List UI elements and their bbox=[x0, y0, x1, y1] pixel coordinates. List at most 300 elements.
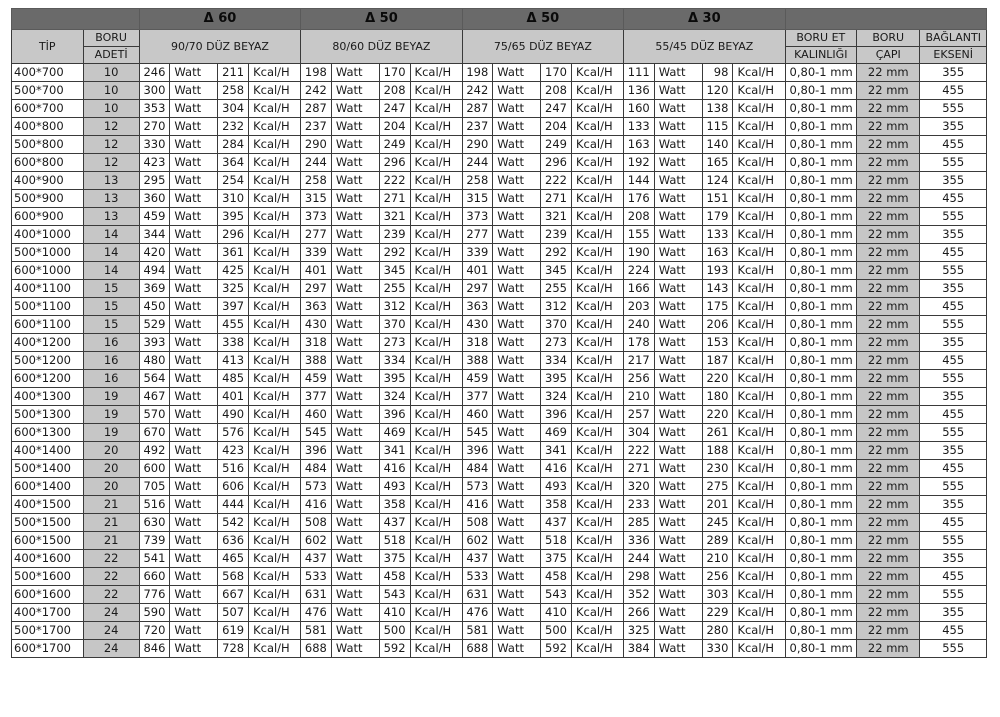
table-cell-boru-et: 0,80-1 mm bbox=[785, 262, 857, 280]
table-cell-kcal: 667 bbox=[218, 586, 249, 604]
table-cell-watt: 459 bbox=[301, 370, 332, 388]
table-cell-watt-unit: Watt bbox=[654, 550, 702, 568]
table-cell-kcal-unit: Kcal/H bbox=[733, 370, 785, 388]
table-cell-watt: 573 bbox=[301, 478, 332, 496]
table-cell-watt: 384 bbox=[624, 640, 655, 658]
table-cell-watt: 325 bbox=[624, 622, 655, 640]
table-cell-kcal-unit: Kcal/H bbox=[249, 478, 301, 496]
table-cell-watt: 304 bbox=[624, 424, 655, 442]
table-row bbox=[12, 478, 987, 496]
table-cell-baglanti: 355 bbox=[920, 118, 987, 136]
table-cell-watt-unit: Watt bbox=[654, 280, 702, 298]
table-cell-boru-adeti: 16 bbox=[83, 352, 139, 370]
table-cell-watt: 416 bbox=[462, 496, 493, 514]
table-cell-kcal: 500 bbox=[541, 622, 572, 640]
table-cell-watt: 190 bbox=[624, 244, 655, 262]
table-cell-watt-unit: Watt bbox=[331, 550, 379, 568]
table-cell-kcal: 229 bbox=[702, 604, 733, 622]
table-cell-watt: 111 bbox=[624, 64, 655, 82]
table-cell-kcal: 211 bbox=[218, 64, 249, 82]
table-cell-watt-unit: Watt bbox=[170, 208, 218, 226]
table-cell-watt: 244 bbox=[462, 154, 493, 172]
table-cell-watt: 396 bbox=[301, 442, 332, 460]
table-cell-boru-et: 0,80-1 mm bbox=[785, 388, 857, 406]
table-cell-watt-unit: Watt bbox=[654, 532, 702, 550]
table-cell-watt: 298 bbox=[624, 568, 655, 586]
table-cell-kcal: 395 bbox=[379, 370, 410, 388]
table-cell-boru-adeti: 20 bbox=[83, 460, 139, 478]
table-cell-kcal-unit: Kcal/H bbox=[733, 532, 785, 550]
table-cell-watt: 420 bbox=[139, 244, 170, 262]
table-cell-tip: 500*1000 bbox=[12, 244, 84, 262]
table-cell-kcal-unit: Kcal/H bbox=[571, 136, 623, 154]
table-cell-boru-adeti: 13 bbox=[83, 172, 139, 190]
table-cell-watt: 344 bbox=[139, 226, 170, 244]
table-cell-watt: 318 bbox=[462, 334, 493, 352]
table-cell-boru-et: 0,80-1 mm bbox=[785, 316, 857, 334]
table-cell-tip: 600*1400 bbox=[12, 478, 84, 496]
table-row bbox=[12, 622, 987, 640]
table-cell-kcal: 518 bbox=[379, 532, 410, 550]
table-cell-boru-et: 0,80-1 mm bbox=[785, 460, 857, 478]
table-cell-kcal: 345 bbox=[379, 262, 410, 280]
table-cell-kcal-unit: Kcal/H bbox=[571, 334, 623, 352]
table-cell-watt: 373 bbox=[301, 208, 332, 226]
table-cell-watt: 318 bbox=[301, 334, 332, 352]
table-cell-kcal-unit: Kcal/H bbox=[571, 100, 623, 118]
table-cell-watt: 176 bbox=[624, 190, 655, 208]
table-cell-kcal: 256 bbox=[702, 568, 733, 586]
table-cell-watt: 210 bbox=[624, 388, 655, 406]
table-cell-watt-unit: Watt bbox=[170, 460, 218, 478]
table-cell-watt: 494 bbox=[139, 262, 170, 280]
table-cell-boru-adeti: 21 bbox=[83, 532, 139, 550]
table-cell-watt-unit: Watt bbox=[170, 298, 218, 316]
table-cell-watt-unit: Watt bbox=[170, 388, 218, 406]
table-cell-kcal-unit: Kcal/H bbox=[571, 460, 623, 478]
table-cell-kcal: 165 bbox=[702, 154, 733, 172]
table-cell-kcal: 201 bbox=[702, 496, 733, 514]
table-cell-kcal: 284 bbox=[218, 136, 249, 154]
boru-cap-header-bottom: ÇAPI bbox=[857, 47, 920, 64]
table-cell-kcal-unit: Kcal/H bbox=[410, 154, 462, 172]
table-cell-boru-cap: 22 mm bbox=[857, 298, 920, 316]
table-cell-kcal-unit: Kcal/H bbox=[733, 586, 785, 604]
table-cell-watt: 484 bbox=[462, 460, 493, 478]
table-cell-watt-unit: Watt bbox=[493, 154, 541, 172]
table-cell-kcal: 485 bbox=[218, 370, 249, 388]
table-cell-watt-unit: Watt bbox=[331, 370, 379, 388]
table-cell-baglanti: 555 bbox=[920, 370, 987, 388]
table-cell-kcal: 255 bbox=[379, 280, 410, 298]
table-cell-watt-unit: Watt bbox=[331, 514, 379, 532]
table-cell-kcal: 324 bbox=[379, 388, 410, 406]
table-cell-watt-unit: Watt bbox=[331, 136, 379, 154]
table-cell-tip: 600*1000 bbox=[12, 262, 84, 280]
table-cell-boru-adeti: 12 bbox=[83, 118, 139, 136]
table-cell-watt-unit: Watt bbox=[170, 406, 218, 424]
table-cell-baglanti: 455 bbox=[920, 82, 987, 100]
table-cell-kcal: 364 bbox=[218, 154, 249, 172]
table-cell-boru-cap: 22 mm bbox=[857, 550, 920, 568]
table-cell-boru-et: 0,80-1 mm bbox=[785, 442, 857, 460]
table-cell-boru-adeti: 13 bbox=[83, 208, 139, 226]
table-cell-boru-cap: 22 mm bbox=[857, 406, 920, 424]
table-cell-watt: 240 bbox=[624, 316, 655, 334]
table-cell-boru-adeti: 15 bbox=[83, 280, 139, 298]
table-cell-kcal: 370 bbox=[379, 316, 410, 334]
table-cell-watt: 388 bbox=[301, 352, 332, 370]
table-cell-watt: 133 bbox=[624, 118, 655, 136]
table-cell-watt: 198 bbox=[462, 64, 493, 82]
table-cell-boru-adeti: 14 bbox=[83, 262, 139, 280]
table-cell-boru-et: 0,80-1 mm bbox=[785, 406, 857, 424]
table-cell-tip: 400*1400 bbox=[12, 442, 84, 460]
table-cell-boru-cap: 22 mm bbox=[857, 118, 920, 136]
table-cell-baglanti: 555 bbox=[920, 586, 987, 604]
table-cell-watt-unit: Watt bbox=[331, 460, 379, 478]
table-cell-watt-unit: Watt bbox=[170, 550, 218, 568]
table-cell-watt-unit: Watt bbox=[654, 622, 702, 640]
table-cell-watt: 222 bbox=[624, 442, 655, 460]
table-cell-watt: 460 bbox=[462, 406, 493, 424]
table-cell-watt: 564 bbox=[139, 370, 170, 388]
table-cell-kcal: 249 bbox=[541, 136, 572, 154]
table-cell-tip: 600*800 bbox=[12, 154, 84, 172]
table-row bbox=[12, 316, 987, 334]
table-cell-watt: 541 bbox=[139, 550, 170, 568]
table-cell-boru-cap: 22 mm bbox=[857, 244, 920, 262]
table-row bbox=[12, 334, 987, 352]
table-row bbox=[12, 604, 987, 622]
table-cell-watt-unit: Watt bbox=[493, 442, 541, 460]
table-cell-watt-unit: Watt bbox=[331, 316, 379, 334]
table-cell-kcal: 568 bbox=[218, 568, 249, 586]
table-cell-watt: 401 bbox=[301, 262, 332, 280]
table-cell-kcal-unit: Kcal/H bbox=[249, 622, 301, 640]
table-cell-boru-cap: 22 mm bbox=[857, 586, 920, 604]
table-cell-boru-adeti: 22 bbox=[83, 586, 139, 604]
table-cell-kcal: 271 bbox=[379, 190, 410, 208]
table-cell-boru-cap: 22 mm bbox=[857, 604, 920, 622]
table-cell-kcal: 151 bbox=[702, 190, 733, 208]
table-cell-boru-et: 0,80-1 mm bbox=[785, 280, 857, 298]
table-cell-tip: 600*1300 bbox=[12, 424, 84, 442]
table-cell-kcal: 358 bbox=[379, 496, 410, 514]
table-cell-watt-unit: Watt bbox=[170, 280, 218, 298]
table-cell-kcal-unit: Kcal/H bbox=[410, 100, 462, 118]
table-cell-watt: 570 bbox=[139, 406, 170, 424]
delta-header-row bbox=[12, 9, 987, 30]
baglanti-header-bottom: EKSENİ bbox=[920, 47, 987, 64]
table-cell-kcal: 416 bbox=[379, 460, 410, 478]
table-cell-kcal: 204 bbox=[541, 118, 572, 136]
table-cell-baglanti: 555 bbox=[920, 262, 987, 280]
table-cell-kcal-unit: Kcal/H bbox=[733, 262, 785, 280]
table-cell-boru-et: 0,80-1 mm bbox=[785, 496, 857, 514]
table-row bbox=[12, 100, 987, 118]
table-cell-watt-unit: Watt bbox=[493, 460, 541, 478]
table-cell-kcal: 143 bbox=[702, 280, 733, 298]
table-cell-baglanti: 555 bbox=[920, 478, 987, 496]
table-cell-kcal-unit: Kcal/H bbox=[571, 172, 623, 190]
table-row bbox=[12, 586, 987, 604]
table-row bbox=[12, 64, 987, 82]
table-cell-kcal-unit: Kcal/H bbox=[733, 424, 785, 442]
table-cell-boru-et: 0,80-1 mm bbox=[785, 370, 857, 388]
table-cell-kcal: 296 bbox=[218, 226, 249, 244]
table-cell-tip: 400*1600 bbox=[12, 550, 84, 568]
table-row bbox=[12, 550, 987, 568]
table-cell-baglanti: 555 bbox=[920, 316, 987, 334]
table-cell-kcal-unit: Kcal/H bbox=[571, 208, 623, 226]
table-cell-watt: 237 bbox=[462, 118, 493, 136]
table-cell-tip: 500*1700 bbox=[12, 622, 84, 640]
table-cell-kcal-unit: Kcal/H bbox=[410, 514, 462, 532]
table-body bbox=[12, 64, 987, 658]
table-cell-watt: 688 bbox=[301, 640, 332, 658]
table-cell-watt-unit: Watt bbox=[170, 172, 218, 190]
table-cell-watt-unit: Watt bbox=[170, 118, 218, 136]
table-cell-kcal: 220 bbox=[702, 370, 733, 388]
table-cell-watt-unit: Watt bbox=[493, 190, 541, 208]
table-cell-boru-adeti: 10 bbox=[83, 82, 139, 100]
table-cell-kcal: 170 bbox=[541, 64, 572, 82]
table-cell-watt: 258 bbox=[301, 172, 332, 190]
table-cell-kcal-unit: Kcal/H bbox=[249, 298, 301, 316]
series-header: 75/65 DÜZ BEYAZ bbox=[462, 30, 623, 64]
table-cell-watt-unit: Watt bbox=[493, 406, 541, 424]
table-cell-kcal: 220 bbox=[702, 406, 733, 424]
table-cell-kcal-unit: Kcal/H bbox=[571, 532, 623, 550]
table-row bbox=[12, 136, 987, 154]
table-cell-watt-unit: Watt bbox=[493, 280, 541, 298]
table-cell-boru-et: 0,80-1 mm bbox=[785, 298, 857, 316]
table-cell-kcal-unit: Kcal/H bbox=[249, 172, 301, 190]
table-cell-kcal-unit: Kcal/H bbox=[249, 370, 301, 388]
table-cell-tip: 500*800 bbox=[12, 136, 84, 154]
table-cell-watt-unit: Watt bbox=[654, 334, 702, 352]
table-row bbox=[12, 406, 987, 424]
table-cell-kcal-unit: Kcal/H bbox=[410, 622, 462, 640]
table-cell-watt-unit: Watt bbox=[654, 226, 702, 244]
table-cell-kcal-unit: Kcal/H bbox=[733, 640, 785, 658]
table-cell-watt-unit: Watt bbox=[654, 316, 702, 334]
table-cell-kcal-unit: Kcal/H bbox=[410, 424, 462, 442]
table-cell-watt: 192 bbox=[624, 154, 655, 172]
table-cell-watt-unit: Watt bbox=[331, 496, 379, 514]
table-cell-watt: 508 bbox=[301, 514, 332, 532]
table-cell-watt: 631 bbox=[301, 586, 332, 604]
table-row bbox=[12, 244, 987, 262]
table-cell-kcal: 507 bbox=[218, 604, 249, 622]
table-cell-watt-unit: Watt bbox=[331, 622, 379, 640]
table-cell-kcal-unit: Kcal/H bbox=[733, 406, 785, 424]
table-cell-watt: 459 bbox=[139, 208, 170, 226]
table-cell-kcal-unit: Kcal/H bbox=[571, 226, 623, 244]
table-cell-watt: 315 bbox=[462, 190, 493, 208]
table-cell-tip: 500*1200 bbox=[12, 352, 84, 370]
table-cell-watt: 198 bbox=[301, 64, 332, 82]
table-cell-watt: 529 bbox=[139, 316, 170, 334]
table-cell-kcal: 204 bbox=[379, 118, 410, 136]
table-row bbox=[12, 496, 987, 514]
table-cell-boru-cap: 22 mm bbox=[857, 100, 920, 118]
table-cell-watt-unit: Watt bbox=[170, 532, 218, 550]
table-cell-kcal-unit: Kcal/H bbox=[410, 442, 462, 460]
table-cell-kcal: 261 bbox=[702, 424, 733, 442]
table-cell-watt: 533 bbox=[301, 568, 332, 586]
table-cell-watt-unit: Watt bbox=[331, 118, 379, 136]
table-cell-kcal-unit: Kcal/H bbox=[249, 334, 301, 352]
table-cell-kcal-unit: Kcal/H bbox=[410, 226, 462, 244]
table-cell-kcal-unit: Kcal/H bbox=[733, 478, 785, 496]
table-cell-kcal-unit: Kcal/H bbox=[249, 208, 301, 226]
table-cell-kcal-unit: Kcal/H bbox=[410, 460, 462, 478]
table-cell-boru-et: 0,80-1 mm bbox=[785, 334, 857, 352]
table-cell-kcal-unit: Kcal/H bbox=[410, 64, 462, 82]
table-cell-kcal-unit: Kcal/H bbox=[410, 334, 462, 352]
table-cell-kcal-unit: Kcal/H bbox=[733, 496, 785, 514]
table-cell-tip: 600*1100 bbox=[12, 316, 84, 334]
table-cell-watt-unit: Watt bbox=[493, 244, 541, 262]
table-cell-watt: 480 bbox=[139, 352, 170, 370]
table-cell-watt: 233 bbox=[624, 496, 655, 514]
table-cell-watt: 166 bbox=[624, 280, 655, 298]
table-cell-kcal: 469 bbox=[379, 424, 410, 442]
table-cell-kcal-unit: Kcal/H bbox=[249, 424, 301, 442]
table-cell-kcal: 338 bbox=[218, 334, 249, 352]
table-cell-tip: 600*1600 bbox=[12, 586, 84, 604]
table-cell-watt-unit: Watt bbox=[654, 442, 702, 460]
table-cell-baglanti: 455 bbox=[920, 514, 987, 532]
table-row bbox=[12, 190, 987, 208]
table-cell-kcal-unit: Kcal/H bbox=[733, 604, 785, 622]
table-cell-kcal-unit: Kcal/H bbox=[733, 208, 785, 226]
table-cell-watt-unit: Watt bbox=[170, 586, 218, 604]
table-cell-kcal-unit: Kcal/H bbox=[410, 532, 462, 550]
table-cell-kcal: 458 bbox=[541, 568, 572, 586]
table-cell-watt-unit: Watt bbox=[331, 172, 379, 190]
table-cell-watt: 339 bbox=[301, 244, 332, 262]
table-cell-baglanti: 355 bbox=[920, 388, 987, 406]
table-cell-boru-et: 0,80-1 mm bbox=[785, 190, 857, 208]
table-cell-watt-unit: Watt bbox=[170, 334, 218, 352]
table-cell-baglanti: 455 bbox=[920, 298, 987, 316]
table-cell-watt-unit: Watt bbox=[654, 352, 702, 370]
table-cell-watt-unit: Watt bbox=[170, 64, 218, 82]
table-cell-kcal-unit: Kcal/H bbox=[249, 406, 301, 424]
table-cell-watt-unit: Watt bbox=[170, 352, 218, 370]
table-cell-baglanti: 455 bbox=[920, 622, 987, 640]
table-cell-watt: 285 bbox=[624, 514, 655, 532]
table-cell-watt: 160 bbox=[624, 100, 655, 118]
table-cell-kcal-unit: Kcal/H bbox=[410, 388, 462, 406]
table-cell-watt-unit: Watt bbox=[331, 388, 379, 406]
table-row bbox=[12, 388, 987, 406]
table-cell-watt: 217 bbox=[624, 352, 655, 370]
table-cell-kcal: 120 bbox=[702, 82, 733, 100]
table-cell-watt: 573 bbox=[462, 478, 493, 496]
table-cell-boru-adeti: 14 bbox=[83, 226, 139, 244]
table-cell-kcal: 361 bbox=[218, 244, 249, 262]
table-cell-kcal-unit: Kcal/H bbox=[733, 334, 785, 352]
table-cell-boru-cap: 22 mm bbox=[857, 442, 920, 460]
table-cell-kcal: 345 bbox=[541, 262, 572, 280]
table-cell-baglanti: 455 bbox=[920, 460, 987, 478]
table-cell-watt: 320 bbox=[624, 478, 655, 496]
table-cell-kcal: 210 bbox=[702, 550, 733, 568]
table-cell-watt-unit: Watt bbox=[170, 496, 218, 514]
table-cell-watt: 688 bbox=[462, 640, 493, 658]
tip-header: TİP bbox=[12, 30, 84, 64]
table-cell-kcal: 206 bbox=[702, 316, 733, 334]
table-cell-watt-unit: Watt bbox=[331, 280, 379, 298]
table-cell-baglanti: 455 bbox=[920, 190, 987, 208]
table-cell-watt: 352 bbox=[624, 586, 655, 604]
table-cell-baglanti: 355 bbox=[920, 172, 987, 190]
table-cell-boru-cap: 22 mm bbox=[857, 568, 920, 586]
boru-et-header-top: BORU ET bbox=[785, 30, 857, 47]
table-cell-watt: 602 bbox=[301, 532, 332, 550]
table-cell-kcal: 140 bbox=[702, 136, 733, 154]
table-cell-boru-cap: 22 mm bbox=[857, 352, 920, 370]
table-cell-baglanti: 355 bbox=[920, 604, 987, 622]
table-cell-watt-unit: Watt bbox=[331, 406, 379, 424]
delta-label: Δ 50 bbox=[462, 9, 623, 30]
table-cell-boru-cap: 22 mm bbox=[857, 316, 920, 334]
table-cell-boru-adeti: 20 bbox=[83, 442, 139, 460]
table-cell-boru-et: 0,80-1 mm bbox=[785, 568, 857, 586]
table-cell-watt: 144 bbox=[624, 172, 655, 190]
table-cell-tip: 600*1500 bbox=[12, 532, 84, 550]
table-cell-boru-adeti: 24 bbox=[83, 604, 139, 622]
table-cell-kcal: 341 bbox=[379, 442, 410, 460]
table-cell-watt-unit: Watt bbox=[493, 316, 541, 334]
table-cell-watt: 631 bbox=[462, 586, 493, 604]
table-cell-kcal-unit: Kcal/H bbox=[571, 496, 623, 514]
table-cell-watt-unit: Watt bbox=[493, 586, 541, 604]
table-cell-kcal-unit: Kcal/H bbox=[571, 82, 623, 100]
table-cell-watt-unit: Watt bbox=[331, 478, 379, 496]
table-cell-tip: 500*1300 bbox=[12, 406, 84, 424]
table-cell-boru-adeti: 10 bbox=[83, 64, 139, 82]
table-cell-watt-unit: Watt bbox=[331, 532, 379, 550]
table-cell-kcal: 728 bbox=[218, 640, 249, 658]
table-cell-kcal-unit: Kcal/H bbox=[733, 460, 785, 478]
table-cell-watt: 630 bbox=[139, 514, 170, 532]
table-cell-boru-cap: 22 mm bbox=[857, 460, 920, 478]
table-cell-kcal-unit: Kcal/H bbox=[571, 154, 623, 172]
table-cell-kcal: 395 bbox=[541, 370, 572, 388]
table-cell-watt: 423 bbox=[139, 154, 170, 172]
table-cell-tip: 400*700 bbox=[12, 64, 84, 82]
table-cell-kcal-unit: Kcal/H bbox=[249, 82, 301, 100]
table-cell-boru-cap: 22 mm bbox=[857, 370, 920, 388]
table-cell-kcal: 239 bbox=[541, 226, 572, 244]
table-cell-kcal-unit: Kcal/H bbox=[571, 514, 623, 532]
table-cell-kcal: 187 bbox=[702, 352, 733, 370]
table-cell-watt: 581 bbox=[301, 622, 332, 640]
table-cell-kcal: 296 bbox=[379, 154, 410, 172]
boru-adeti-header-bottom: ADETİ bbox=[83, 47, 139, 64]
table-row bbox=[12, 370, 987, 388]
table-cell-boru-cap: 22 mm bbox=[857, 496, 920, 514]
table-cell-kcal: 188 bbox=[702, 442, 733, 460]
table-cell-watt-unit: Watt bbox=[654, 496, 702, 514]
table-cell-watt-unit: Watt bbox=[654, 478, 702, 496]
table-cell-kcal: 516 bbox=[218, 460, 249, 478]
